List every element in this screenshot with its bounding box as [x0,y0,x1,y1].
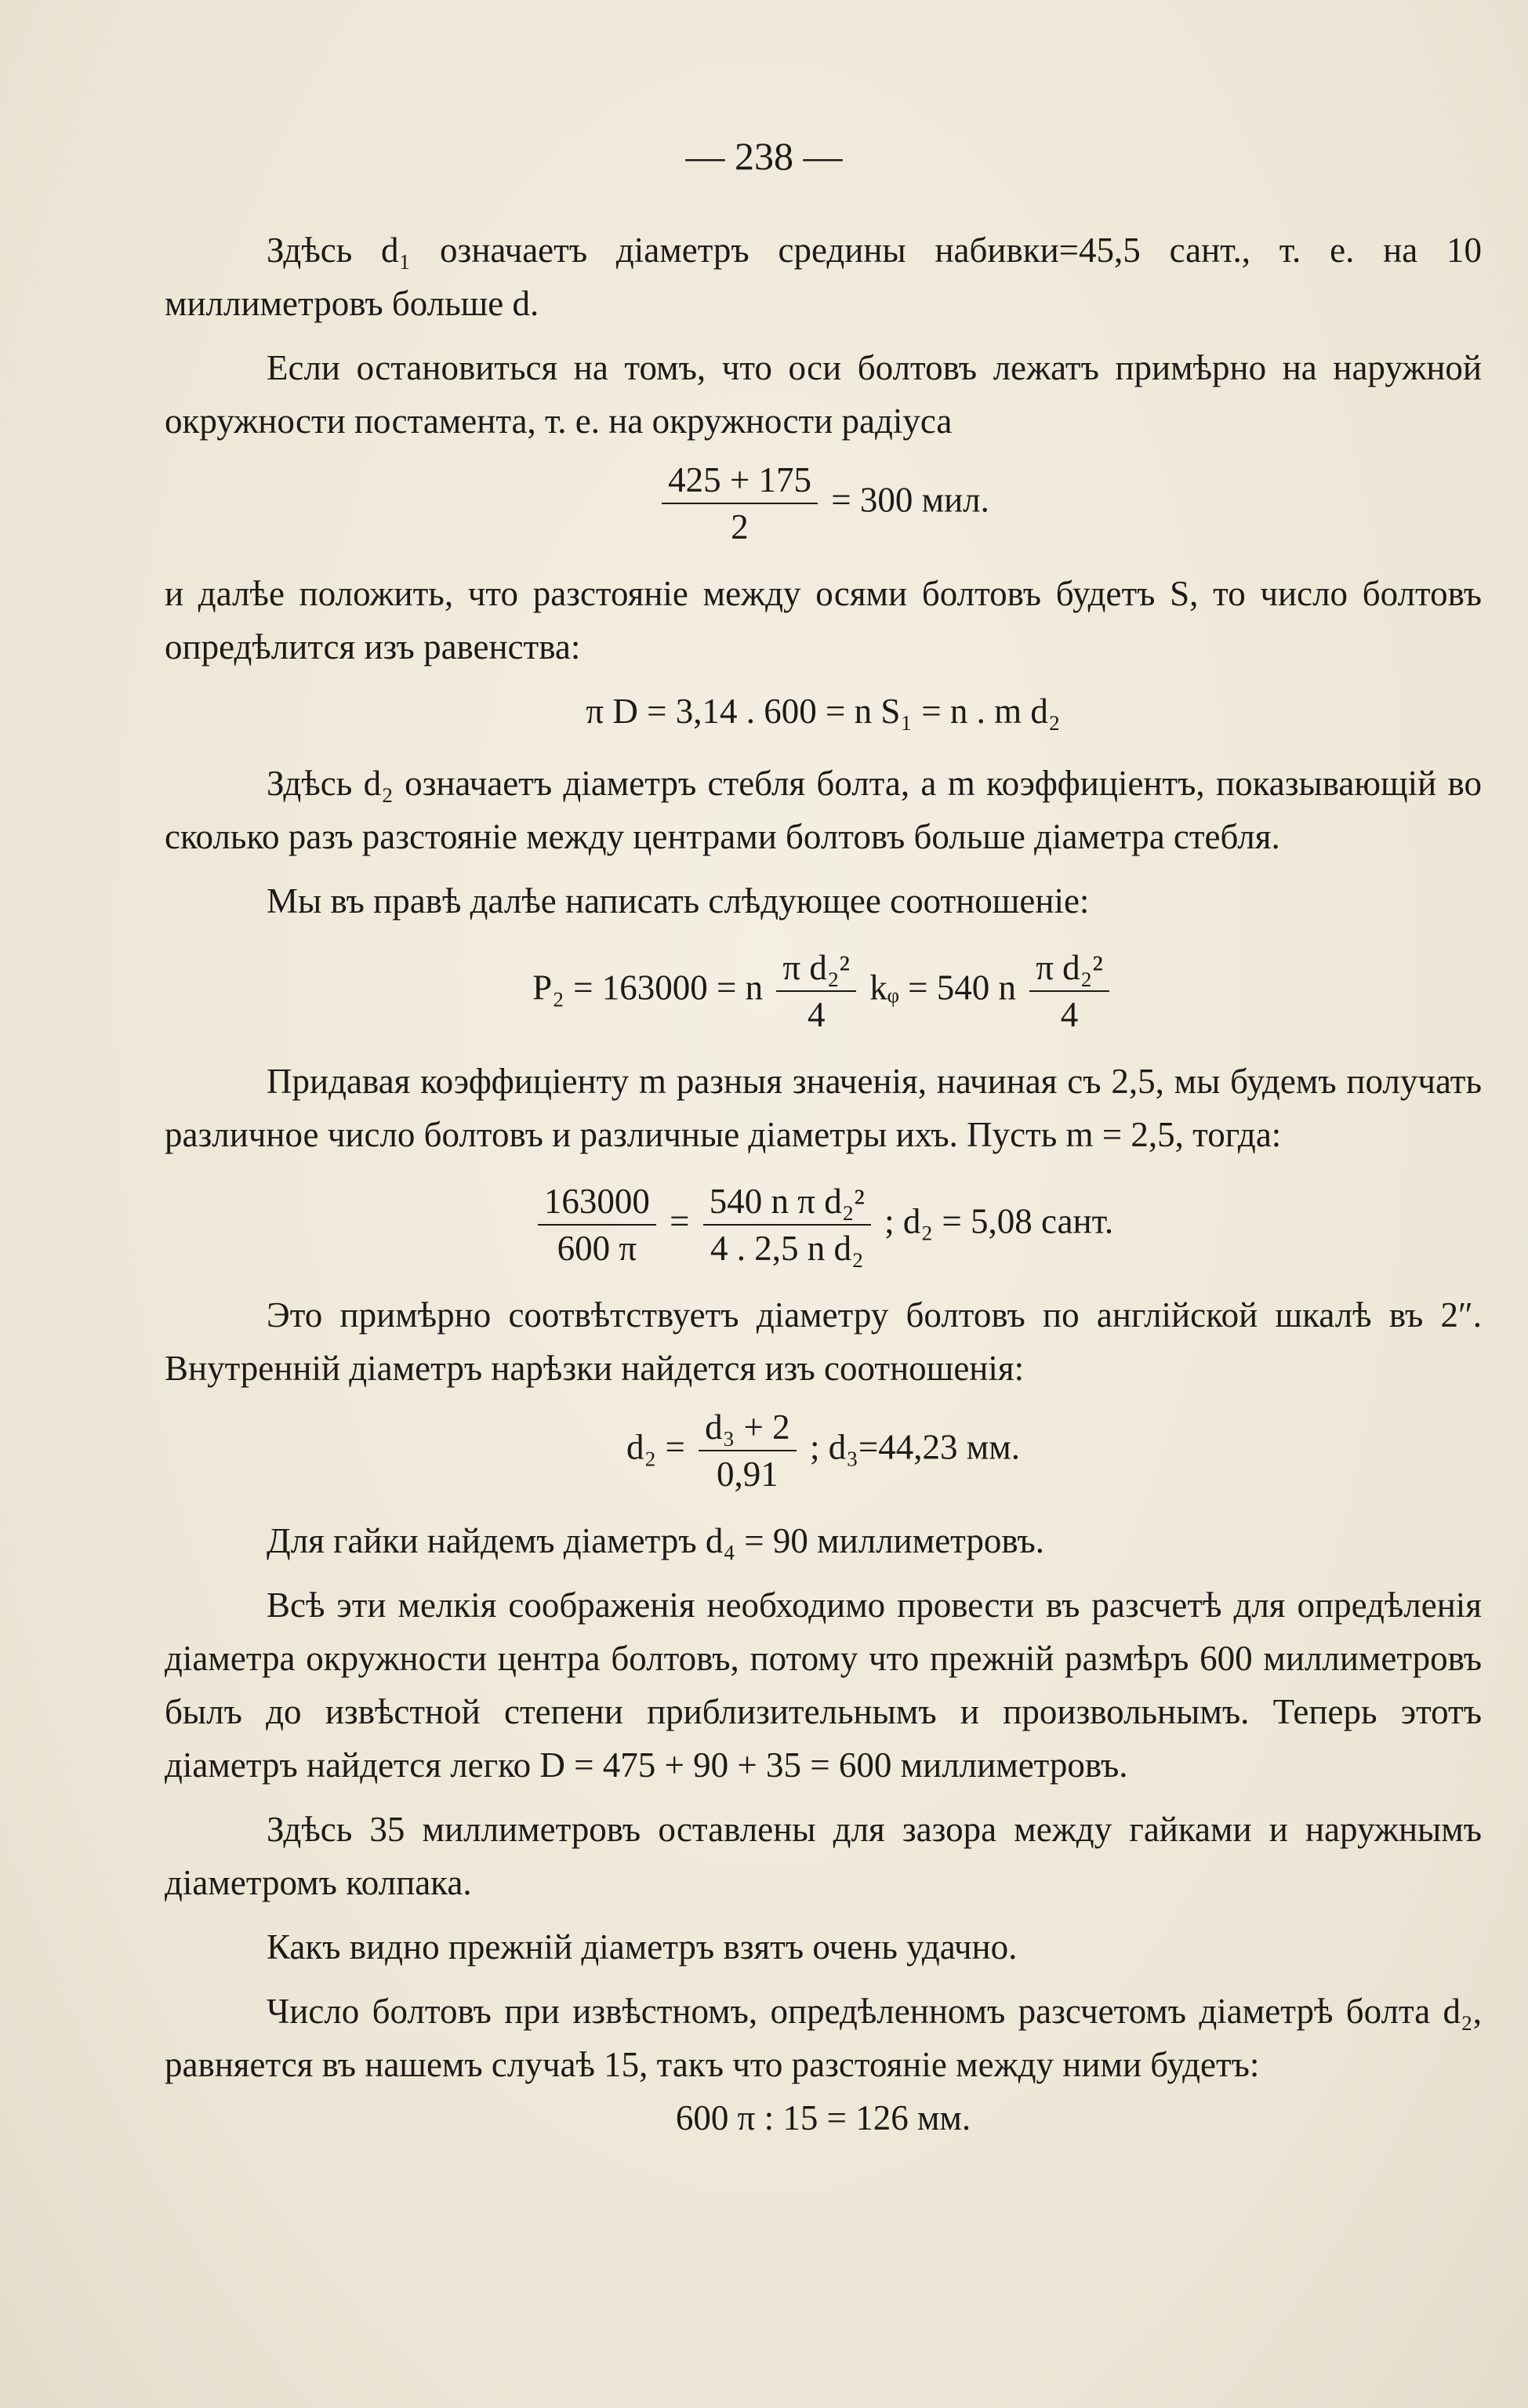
fraction-numerator: π d₂² [776,946,856,992]
body-text [165,223,1482,2145]
formula-equals: = [670,1201,690,1241]
paragraph-5: Мы въ правѣ далѣе написать слѣдующее соотношеніе: [267,881,1090,921]
paragraph-12: Число болтовъ при извѣстномъ, опредѣленномъ разсчетомъ діаметрѣ болта d₂, равняется въ нашемъ случаѣ 15, такъ что разстояніе между ними будетъ: [165,1992,1482,2084]
fraction-2 [703,1180,871,1269]
fraction-numerator: 540 n π d₂² [703,1180,871,1226]
paragraph-3: и далѣе положить, что разстояніе между осями болтовъ будетъ S, то число болтовъ опредѣлится изъ равенства: [165,574,1482,666]
fraction-denominator: 4 [807,995,826,1034]
formula-force [165,946,1482,1036]
fraction-denominator: 4 . 2,5 n d₂ [710,1229,864,1268]
formula-diameter [165,1180,1482,1269]
paragraph-8: Для гайки найдемъ діаметръ d₄ = 90 миллиметровъ. [267,1521,1045,1560]
formula-left: d₂ = [626,1427,685,1467]
paragraph-6: Придавая коэффиціенту m разныя значенія, начиная съ 2,5, мы будемъ получать различное число болтовъ и различные діаметры ихъ. Пусть m = 2,5, тогда: [165,1062,1482,1154]
formula-rest: = 300 мил. [831,480,989,520]
fraction-denominator: 0,91 [717,1455,779,1494]
formula-middle: kᵩ = 540 n [869,968,1016,1008]
fraction-denominator: 2 [731,507,749,547]
formula-left: P₂ = 163000 = n [532,968,764,1008]
formula-rest: ; d₃=44,23 мм. [809,1427,1020,1467]
fraction-2 [1029,946,1109,1036]
formula-spacing: 600 π : 15 = 126 мм. [675,2098,971,2137]
fraction-numerator: 425 + 175 [662,459,818,504]
paragraph-11: Какъ видно прежній діаметръ взятъ очень удачно. [267,1927,1018,1967]
fraction [699,1406,797,1495]
fraction-denominator: 600 π [557,1229,637,1268]
paragraph-7: Это примѣрно соотвѣтствуетъ діаметру болтовъ по англійской шкалѣ въ 2″. Внутренній діаметръ нарѣзки найдется изъ соотношенія: [165,1295,1482,1388]
formula-rest: ; d₂ = 5,08 сант. [884,1201,1114,1241]
paragraph-10: Здѣсь 35 миллиметровъ оставлены для зазора между гайками и наружнымъ діаметромъ колпака. [165,1810,1482,1902]
formula-bolt-count: π D = 3,14 . 600 = n S₁ = n . m d₂ [586,692,1061,731]
paragraph-2: Если остановиться на томъ, что оси болтовъ лежатъ примѣрно на наружной окружности постамента, т. е. на окружности радіуса [165,348,1482,441]
fraction-1 [776,946,856,1036]
fraction-denominator: 4 [1060,995,1079,1034]
formula-radius [165,459,1482,548]
fraction-1 [538,1180,656,1269]
page-number: — 238 — [685,134,843,178]
fraction [662,459,818,548]
paragraph-1: Здѣсь d₁ означаетъ діаметръ средины набивки=45,5 сант., т. е. на 10 миллиметровъ больше d. [165,231,1482,323]
fraction-numerator: 163000 [538,1180,656,1226]
fraction-numerator: d₃ + 2 [699,1406,797,1451]
paragraph-4: Здѣсь d₂ означаетъ діаметръ стебля болта, а m коэффиціентъ, показывающій во сколько разъ разстояніе между центрами болтовъ больше діаметра стебля. [165,764,1482,856]
formula-thread [165,1406,1482,1495]
fraction-numerator: π d₂² [1029,946,1109,992]
paragraph-9: Всѣ эти мелкія соображенія необходимо провести въ разсчетѣ для опредѣленія діаметра окружности центра болтовъ, потому что прежній размѣръ 600 миллиметровъ былъ до извѣстной степени приблизительнымъ и произвольнымъ. Теперь этотъ діаметръ найдется легко D = 475 + 90 + 35 = 600 миллиметровъ. [165,1585,1482,1785]
